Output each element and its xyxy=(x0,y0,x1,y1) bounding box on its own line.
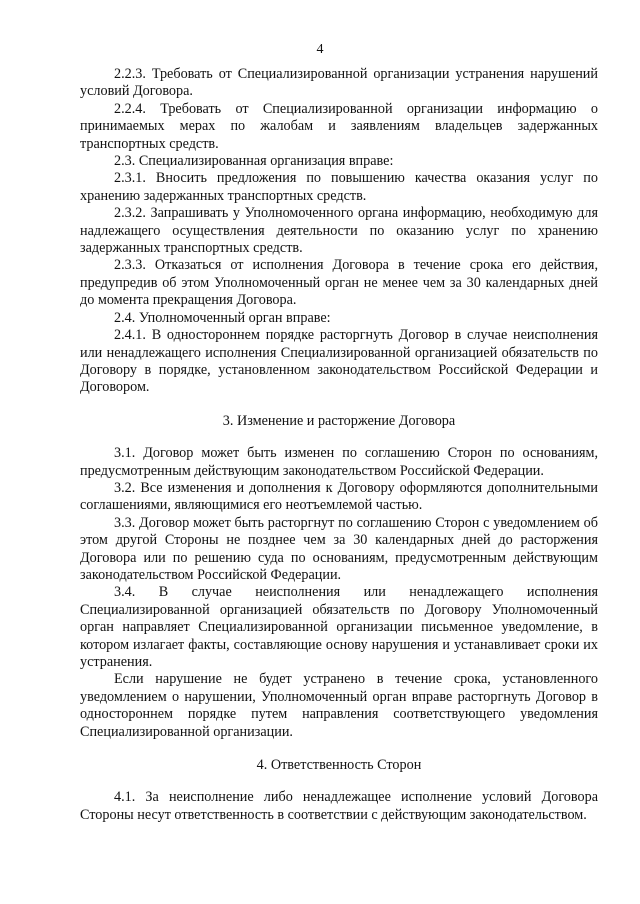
clause-2-2-4: 2.2.4. Требовать от Специализированной организации информацию о принимаемых мерах по жалобам и заявлениям владельцев задержанных транспортных средств. xyxy=(80,100,598,152)
clause-3-4: 3.4. В случае неисполнения или ненадлежащего исполнения Специализированной организацией обязательств по Договору Уполномоченный орган направляет Специализированной организации письменное уведомление, в котором излагает факты, составляющие основу нарушения и устанавливает сроки их устранения. xyxy=(80,584,598,670)
clause-2-3-2: 2.3.2. Запрашивать у Уполномоченного органа информацию, необходимую для надлежащего осуществления деятельности по оказанию услуг по хранению задержанных транспортных средств. xyxy=(80,205,598,257)
section-4-heading: 4. Ответственность Сторон xyxy=(256,757,422,774)
clause-2-3-1: 2.3.1. Вносить предложения по повышению качества оказания услуг по хранению задержанных транспортных средств. xyxy=(80,170,598,204)
document-body xyxy=(80,66,598,824)
clause-2-3: 2.3. Специализированная организация вправе: xyxy=(114,153,394,170)
clause-2-4-1: 2.4.1. В одностороннем порядке расторгнуть Договор в случае неисполнения или ненадлежащего исполнения Специализированной организацией обязательств по Договору в порядке, установленном законодательством Российской Федерации и Договором. xyxy=(80,327,598,396)
page-number: 4 xyxy=(316,42,324,57)
clause-3-4-continuation: Если нарушение не будет устранено в течение срока, установленного уведомлением о нарушении, Уполномоченный орган вправе расторгнуть Договор в одностороннем порядке путем направления соответствующего уведомления Специализированной организации. xyxy=(80,671,598,740)
clause-2-4: 2.4. Уполномоченный орган вправе: xyxy=(114,309,331,326)
clause-2-2-3: 2.2.3. Требовать от Специализированной организации устранения нарушений условий Договора. xyxy=(80,66,598,100)
clause-3-3: 3.3. Договор может быть расторгнут по соглашению Сторон с уведомлением об этом другой Стороны не позднее чем за 30 календарных дней до расторжения Договора или по решению суда по основаниям, предусмотренным действующим законодательством Российской Федерации. xyxy=(80,514,598,583)
clause-3-2: 3.2. Все изменения и дополнения к Договору оформляются дополнительными соглашениями, являющимися его неотъемлемой частью. xyxy=(80,479,598,514)
clause-4-1: 4.1. За неисполнение либо ненадлежащее исполнение условий Договора Стороны несут ответственность в соответствии с действующим законодательством. xyxy=(80,789,598,823)
clause-3-1: 3.1. Договор может быть изменен по соглашению Сторон по основаниям, предусмотренным действующим законодательством Российской Федерации. xyxy=(80,445,598,479)
clause-2-3-3: 2.3.3. Отказаться от исполнения Договора в течение срока его действия, предупредив об этом Уполномоченный орган не менее чем за 30 календарных дней до момента прекращения Договора. xyxy=(80,257,598,309)
section-3-heading: 3. Изменение и расторжение Договора xyxy=(222,412,456,429)
